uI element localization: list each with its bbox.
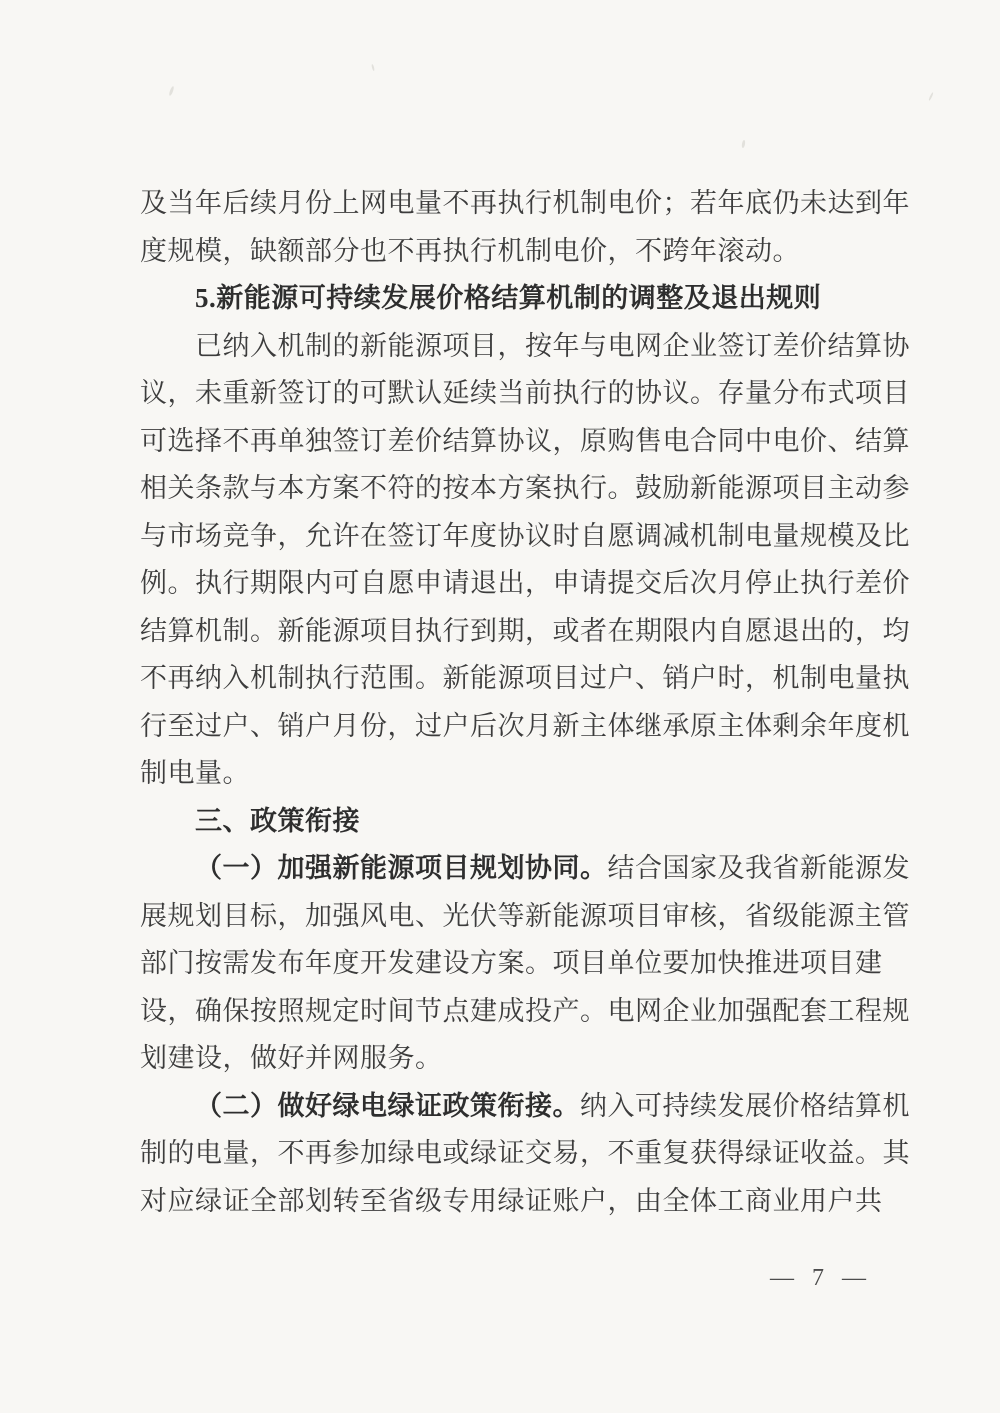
subsection-heading-5: 5.新能源可持续发展价格结算机制的调整及退出规则 [195, 283, 822, 313]
paragraph-text: 纳入可持续发展价格结算机 [580, 1090, 910, 1121]
scan-artifact [741, 140, 745, 148]
paragraph-carryover-line: 度规模，缺额部分也不再执行机制电价，不跨年滚动。 [140, 235, 800, 266]
item1-lead-in: （一）加强新能源项目规划协同。 [195, 853, 608, 883]
document-body [140, 180, 910, 1225]
item2-lead-in: （二）做好绿电绿证政策衔接。 [195, 1090, 580, 1121]
paragraph-line: 设，确保按照规定时间节点建成投产。电网企业加强配套工程规 [140, 995, 910, 1026]
scan-artifact [928, 92, 934, 101]
paragraph-line: 与市场竞争，允许在签订年度协议时自愿调减机制电量规模及比 [140, 520, 910, 551]
paragraph-line: 制的电量，不再参加绿电或绿证交易，不重复获得绿证收益。其 [140, 1138, 910, 1168]
paragraph-line: 部门按需发布年度开发建设方案。项目单位要加快推进项目建 [140, 948, 883, 978]
paragraph-line: 制电量。 [140, 758, 250, 788]
paragraph-line: 例。执行期限内可自愿申请退出，申请提交后次月停止执行差价 [140, 568, 910, 598]
scan-artifact [371, 64, 375, 71]
paragraph-line: 议，未重新签订的可默认延续当前执行的协议。存量分布式项目 [140, 378, 910, 408]
paragraph-carryover-line: 及当年后续月份上网电量不再执行机制电价；若年底仍未达到年 [140, 188, 910, 218]
paragraph-line: 相关条款与本方案不符的按本方案执行。鼓励新能源项目主动参 [140, 473, 910, 503]
paragraph-line: 可选择不再单独签订差价结算协议，原购售电合同中电价、结算 [140, 425, 910, 456]
paragraph-line: 对应绿证全部划转至省级专用绿证账户，由全体工商业用户共 [140, 1185, 883, 1216]
paragraph-line [140, 845, 910, 893]
page-number: — 7 — [770, 1265, 872, 1291]
paragraph-line [140, 1083, 910, 1131]
paragraph-line: 不再纳入机制执行范围。新能源项目过户、销户时，机制电量执 [140, 663, 910, 693]
section-heading-3: 三、政策衔接 [195, 805, 360, 836]
paragraph-line: 已纳入机制的新能源项目，按年与电网企业签订差价结算协 [195, 330, 910, 361]
paragraph-line: 行至过户、销户月份，过户后次月新主体继承原主体剩余年度机 [140, 710, 910, 741]
paragraph-line: 展规划目标，加强风电、光伏等新能源项目审核，省级能源主管 [140, 900, 910, 931]
paragraph-line: 划建设，做好并网服务。 [140, 1043, 443, 1073]
paragraph-line: 结算机制。新能源项目执行到期，或者在期限内自愿退出的，均 [140, 615, 910, 646]
scan-artifact [168, 86, 174, 96]
paragraph-text: 结合国家及我省新能源发 [607, 853, 910, 883]
